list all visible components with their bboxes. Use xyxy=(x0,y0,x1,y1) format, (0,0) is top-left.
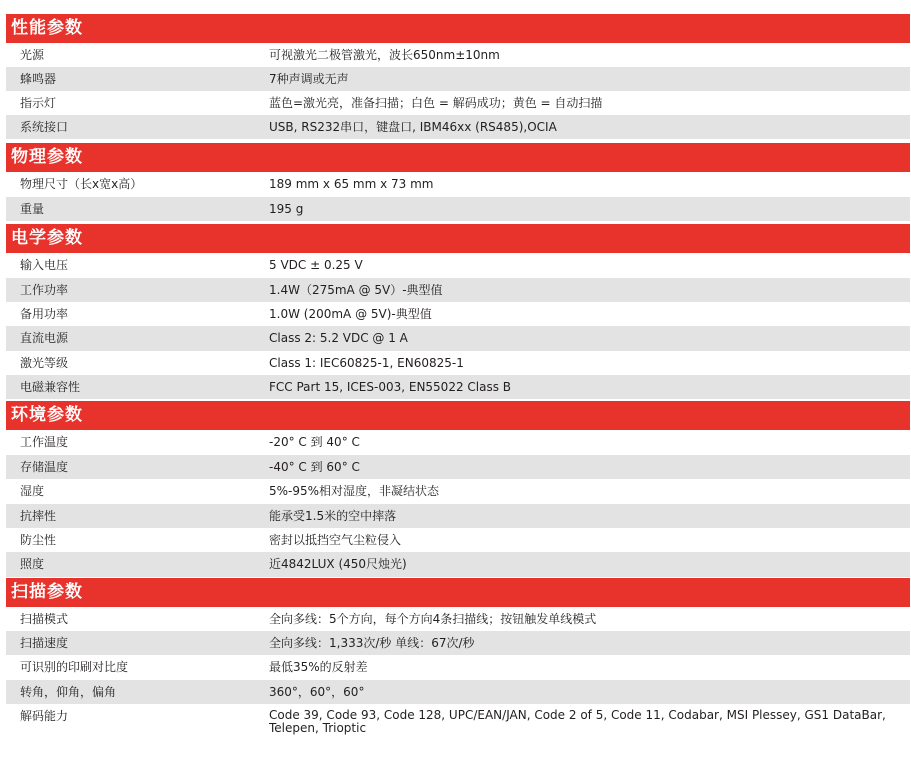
spec-value: 近4842LUX (450尺烛光) xyxy=(269,557,407,571)
spec-label: 重量 xyxy=(20,202,45,216)
spec-label: 工作温度 xyxy=(20,435,69,449)
spec-label: 电磁兼容性 xyxy=(20,380,81,394)
spec-value: -40° C 到 60° C xyxy=(269,460,360,474)
spec-label: 激光等级 xyxy=(20,356,69,370)
spec-label: 扫描模式 xyxy=(20,612,69,626)
spec-label: 输入电压 xyxy=(20,258,69,272)
spec-value: 能承受1.5米的空中摔落 xyxy=(269,509,397,523)
spec-value: USB, RS232串口，键盘口, IBM46xx (RS485),OCIA xyxy=(269,120,557,134)
spec-row xyxy=(6,326,910,351)
spec-value: Class 2: 5.2 VDC @ 1 A xyxy=(269,331,408,345)
spec-row xyxy=(6,655,910,680)
spec-label: 转角，仰角，偏角 xyxy=(20,685,117,699)
spec-value: 189 mm x 65 mm x 73 mm xyxy=(269,177,434,191)
spec-row xyxy=(6,302,910,326)
spec-label: 蜂鸣器 xyxy=(20,72,57,86)
spec-row xyxy=(6,552,910,577)
spec-value: Code 39, Code 93, Code 128, UPC/EAN/JAN, Code 2 of 5, Code 11, Codabar, MSI Plessey, GS1 DataBar, Telepen, Trioptic xyxy=(269,708,886,735)
spec-row xyxy=(6,278,910,302)
spec-label: 存储温度 xyxy=(20,460,69,474)
spec-row xyxy=(6,375,910,399)
spec-value: 7种声调或无声 xyxy=(269,72,349,86)
section-title: 电学参数 xyxy=(6,224,910,253)
section-performance xyxy=(6,14,910,139)
spec-row xyxy=(6,351,910,375)
spec-label: 物理尺寸（长x宽x高） xyxy=(20,177,143,191)
spec-value: 1.0W (200mA @ 5V)-典型值 xyxy=(269,307,432,321)
spec-label: 指示灯 xyxy=(20,96,57,110)
section-title: 扫描参数 xyxy=(6,578,910,607)
spec-row xyxy=(6,197,910,221)
spec-row xyxy=(6,91,910,115)
section-electrical xyxy=(6,224,910,399)
spec-label: 防尘性 xyxy=(20,533,57,547)
spec-label: 直流电源 xyxy=(20,331,69,345)
spec-row xyxy=(6,631,910,655)
spec-value: Class 1: IEC60825-1, EN60825-1 xyxy=(269,356,464,370)
section-title: 物理参数 xyxy=(6,143,910,172)
spec-value: 5%-95%相对湿度，非凝结状态 xyxy=(269,484,440,498)
spec-row xyxy=(6,43,910,67)
spec-label: 湿度 xyxy=(20,484,45,498)
section-title: 环境参数 xyxy=(6,401,910,430)
spec-row xyxy=(6,704,910,742)
spec-label: 系统接口 xyxy=(20,120,69,134)
spec-label: 可识别的印刷对比度 xyxy=(20,660,129,674)
section-environmental xyxy=(6,401,910,577)
spec-value: 密封以抵挡空气尘粒侵入 xyxy=(269,533,402,547)
section-physical xyxy=(6,143,910,221)
spec-value: 可视激光二极管激光，波长650nm±10nm xyxy=(269,48,500,62)
spec-row xyxy=(6,504,910,528)
spec-value: 蓝色=激光亮，准备扫描；白色 = 解码成功；黄色 = 自动扫描 xyxy=(269,96,603,110)
spec-row xyxy=(6,479,910,504)
section-title: 性能参数 xyxy=(6,14,910,43)
spec-value: 5 VDC ± 0.25 V xyxy=(269,258,363,272)
spec-row xyxy=(6,253,910,278)
spec-value: 1.4W（275mA @ 5V）-典型值 xyxy=(269,283,443,297)
spec-label: 解码能力 xyxy=(20,709,69,723)
spec-value: 全向多线：1,333次/秒 单线：67次/秒 xyxy=(269,636,475,650)
spec-row xyxy=(6,455,910,479)
spec-label: 备用功率 xyxy=(20,307,69,321)
section-scanning xyxy=(6,578,910,742)
spec-row xyxy=(6,67,910,91)
spec-row xyxy=(6,115,910,139)
spec-row xyxy=(6,172,910,197)
spec-label: 光源 xyxy=(20,48,45,62)
spec-value: 最低35%的反射差 xyxy=(269,660,368,674)
spec-value: 195 g xyxy=(269,202,304,216)
spec-row xyxy=(6,430,910,455)
spec-value: 360°，60°，60° xyxy=(269,685,365,699)
spec-label: 抗摔性 xyxy=(20,509,57,523)
spec-value: -20° C 到 40° C xyxy=(269,435,360,449)
spec-row xyxy=(6,528,910,552)
spec-value: FCC Part 15, ICES-003, EN55022 Class B xyxy=(269,380,512,394)
spec-label: 照度 xyxy=(20,557,45,571)
spec-label: 扫描速度 xyxy=(20,636,69,650)
spec-label: 工作功率 xyxy=(20,283,69,297)
spec-value: 全向多线：5个方向，每个方向4条扫描线；按钮触发单线模式 xyxy=(269,612,597,626)
spec-row xyxy=(6,607,910,631)
spec-row xyxy=(6,680,910,704)
